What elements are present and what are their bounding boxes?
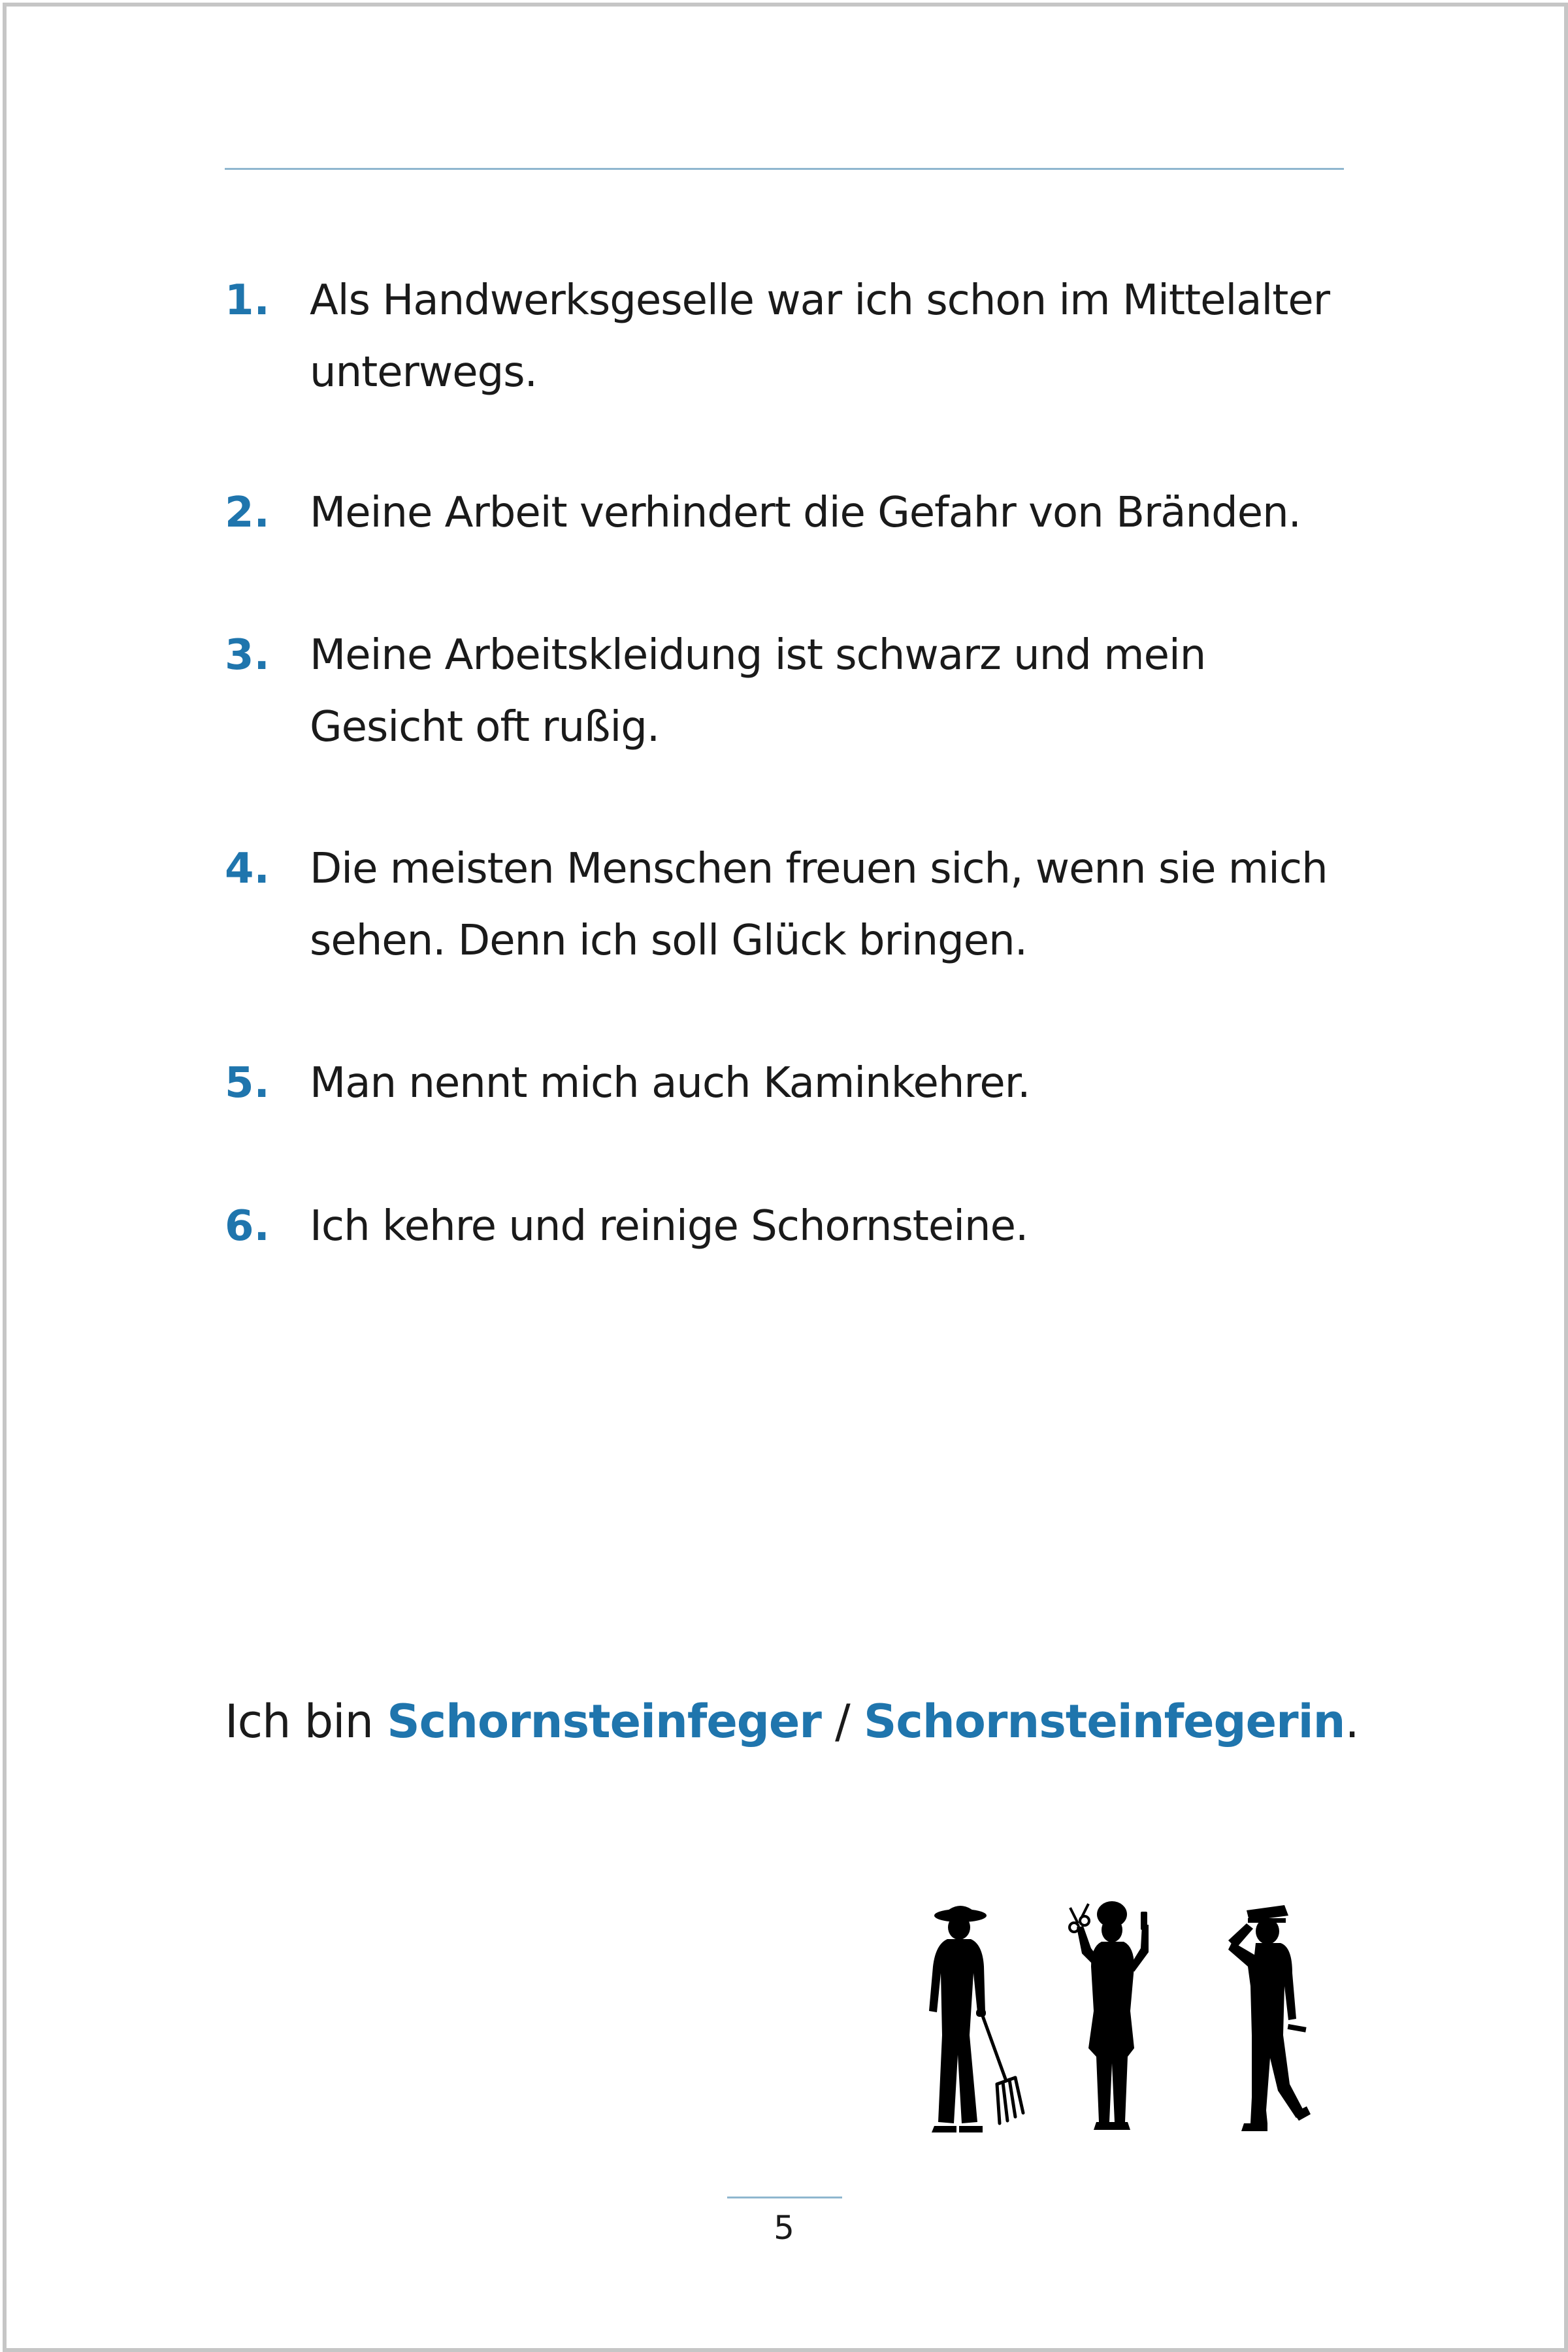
answer-term-male: Schornsteinfeger (387, 1695, 821, 1748)
clue-number: 4. (225, 845, 270, 893)
police-officer-silhouette-icon (1228, 1905, 1311, 2131)
clue-text (310, 833, 1381, 977)
answer-term-female: Schornsteinfegerin (864, 1695, 1345, 1748)
clue-number: 3. (225, 631, 270, 679)
clue-line: Gesicht oft rußig. (310, 703, 660, 751)
answer-suffix: . (1345, 1695, 1359, 1748)
clue-line: Als Handwerksgeselle war ich schon im Mittelalter (310, 276, 1330, 325)
answer-separator: / (821, 1695, 864, 1748)
clue-text (310, 477, 1381, 549)
hairdresser-silhouette-icon (1077, 1901, 1149, 2130)
clue-text (310, 619, 1381, 763)
clue-line: Ich kehre und reinige Schornsteine. (310, 1202, 1028, 1250)
clue-number: 5. (225, 1059, 270, 1107)
footer-rule (727, 2197, 842, 2198)
answer-sentence (225, 1686, 1401, 1757)
scissors-icon (1070, 1904, 1089, 1932)
clue-number: 2. (225, 489, 270, 537)
pitchfork-icon (981, 2012, 1023, 2123)
profession-silhouettes (902, 1901, 1359, 2136)
clue-text (310, 1190, 1381, 1262)
farmer-silhouette-icon (929, 1906, 987, 2132)
page-number: 5 (774, 2209, 794, 2247)
clue-line: Meine Arbeit verhindert die Gefahr von Bränden. (310, 489, 1301, 537)
clue-number: 1. (225, 276, 270, 325)
clue-number: 6. (225, 1202, 270, 1250)
clue-line: Meine Arbeitskleidung ist schwarz und mein (310, 631, 1206, 679)
clue-line: Man nennt mich auch Kaminkehrer. (310, 1059, 1030, 1107)
clue-line: sehen. Denn ich soll Glück bringen. (310, 917, 1028, 965)
clue-line: unterwegs. (310, 348, 537, 397)
clue-line: Die meisten Menschen freuen sich, wenn sie mich (310, 845, 1328, 893)
comb-icon (1141, 1912, 1147, 1930)
answer-prefix: Ich bin (225, 1695, 387, 1748)
clue-text (310, 1047, 1381, 1119)
clue-text (310, 265, 1381, 408)
